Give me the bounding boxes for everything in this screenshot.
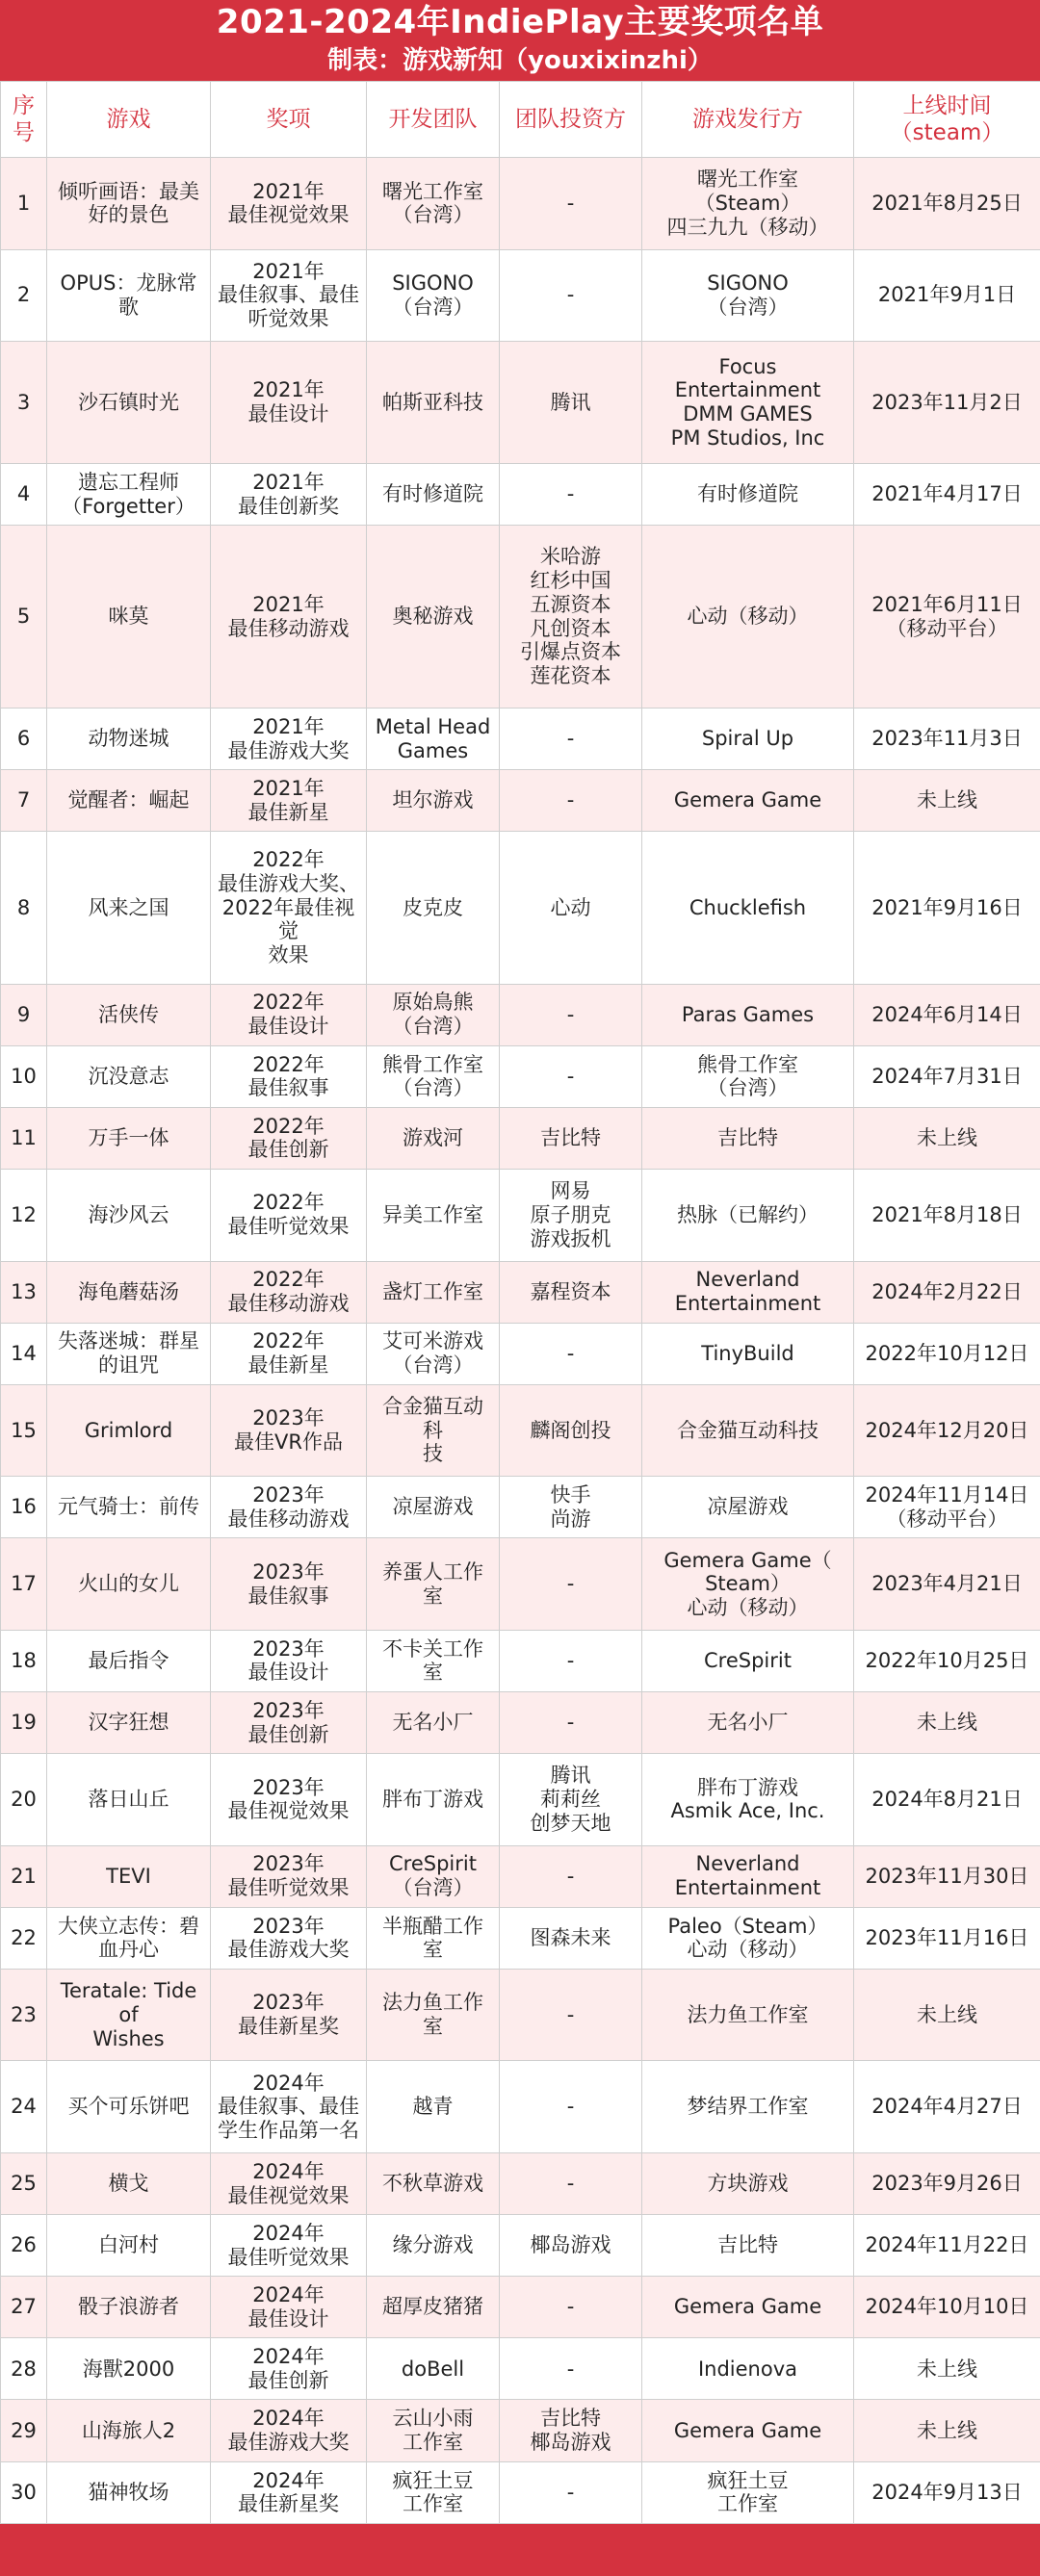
cell-index: 12: [1, 1169, 47, 1261]
table-row: [1, 158, 1040, 250]
table-row: [1, 1692, 1040, 1754]
cell-award: 2021年 最佳视觉效果: [211, 158, 367, 250]
cell-release-date: 2021年9月16日: [854, 832, 1040, 984]
column-header-investor: 团队投资方: [500, 82, 642, 158]
cell-index: 4: [1, 464, 47, 526]
cell-award: 2021年 最佳创新奖: [211, 464, 367, 526]
cell-index: 15: [1, 1384, 47, 1477]
cell-release-date: 未上线: [854, 1107, 1040, 1169]
cell-award: 2023年 最佳听觉效果: [211, 1845, 367, 1907]
cell-award: 2024年 最佳创新: [211, 2338, 367, 2400]
table-body: [1, 158, 1040, 2524]
cell-release-date: 2024年4月27日: [854, 2061, 1040, 2153]
cell-release-date: 2023年9月26日: [854, 2153, 1040, 2215]
cell-award: 2024年 最佳听觉效果: [211, 2215, 367, 2277]
cell-game: 大侠立志传：碧 血丹心: [47, 1907, 211, 1969]
cell-game: 元气骑士：前传: [47, 1477, 211, 1538]
cell-developer: 合金猫互动科 技: [367, 1384, 500, 1477]
cell-game: 白河村: [47, 2215, 211, 2277]
cell-game: 万手一体: [47, 1107, 211, 1169]
cell-developer: 养蛋人工作室: [367, 1538, 500, 1631]
cell-investor: -: [500, 708, 642, 770]
cell-investor: 椰岛游戏: [500, 2215, 642, 2277]
cell-release-date: 2022年10月12日: [854, 1323, 1040, 1384]
cell-award: 2021年 最佳叙事、最佳 听觉效果: [211, 249, 367, 342]
table-row: [1, 1538, 1040, 1631]
table-row: [1, 1261, 1040, 1323]
cell-index: 26: [1, 2215, 47, 2277]
cell-developer: 艾可米游戏 （台湾）: [367, 1323, 500, 1384]
cell-publisher: 胖布丁游戏 Asmik Ace, Inc.: [642, 1754, 854, 1846]
cell-developer: 盏灯工作室: [367, 1261, 500, 1323]
cell-release-date: 未上线: [854, 2338, 1040, 2400]
cell-publisher: Neverland Entertainment: [642, 1845, 854, 1907]
cell-investor: 吉比特: [500, 1107, 642, 1169]
cell-release-date: 2024年7月31日: [854, 1045, 1040, 1107]
cell-investor: -: [500, 1692, 642, 1754]
cell-release-date: 2024年11月22日: [854, 2215, 1040, 2277]
cell-award: 2024年 最佳设计: [211, 2277, 367, 2338]
cell-publisher: 凉屋游戏: [642, 1477, 854, 1538]
table-row: [1, 249, 1040, 342]
cell-game: Grimlord: [47, 1384, 211, 1477]
cell-developer: 游戏河: [367, 1107, 500, 1169]
cell-publisher: 无名小厂: [642, 1692, 854, 1754]
cell-game: 海獸2000: [47, 2338, 211, 2400]
cell-game: 觉醒者：崛起: [47, 770, 211, 832]
table-row: [1, 2153, 1040, 2215]
cell-release-date: 2024年11月14日 （移动平台）: [854, 1477, 1040, 1538]
awards-table: [0, 81, 1040, 2524]
cell-developer: 半瓶醋工作室: [367, 1907, 500, 1969]
cell-index: 10: [1, 1045, 47, 1107]
cell-investor: -: [500, 464, 642, 526]
cell-release-date: 2024年10月10日: [854, 2277, 1040, 2338]
cell-index: 5: [1, 526, 47, 708]
cell-index: 14: [1, 1323, 47, 1384]
cell-game: TEVI: [47, 1845, 211, 1907]
cell-developer: 熊骨工作室 （台湾）: [367, 1045, 500, 1107]
cell-release-date: 2023年11月2日: [854, 342, 1040, 464]
cell-investor: -: [500, 2153, 642, 2215]
cell-developer: 原始鳥熊 （台湾）: [367, 984, 500, 1045]
cell-developer: 超厚皮猪猪: [367, 2277, 500, 2338]
cell-publisher: 法力鱼工作室: [642, 1969, 854, 2061]
cell-index: 11: [1, 1107, 47, 1169]
cell-publisher: Neverland Entertainment: [642, 1261, 854, 1323]
table-row: [1, 1323, 1040, 1384]
table-row: [1, 342, 1040, 464]
cell-developer: 奥秘游戏: [367, 526, 500, 708]
cell-index: 8: [1, 832, 47, 984]
column-header-game: 游戏: [47, 82, 211, 158]
cell-publisher: Gemera Game: [642, 2277, 854, 2338]
cell-investor: 快手 尚游: [500, 1477, 642, 1538]
cell-index: 13: [1, 1261, 47, 1323]
cell-publisher: Focus Entertainment DMM GAMES PM Studios, Inc: [642, 342, 854, 464]
cell-game: 海沙风云: [47, 1169, 211, 1261]
cell-release-date: 2024年2月22日: [854, 1261, 1040, 1323]
cell-developer: 有时修道院: [367, 464, 500, 526]
column-header-award: 奖项: [211, 82, 367, 158]
cell-publisher: Chucklefish: [642, 832, 854, 984]
cell-developer: 帕斯亚科技: [367, 342, 500, 464]
cell-publisher: 有时修道院: [642, 464, 854, 526]
cell-publisher: SIGONO （台湾）: [642, 249, 854, 342]
cell-publisher: 热脉（已解约）: [642, 1169, 854, 1261]
cell-game: 动物迷城: [47, 708, 211, 770]
footer-bar: [0, 2524, 1040, 2576]
table-row: [1, 1477, 1040, 1538]
cell-index: 29: [1, 2400, 47, 2461]
cell-award: 2023年 最佳设计: [211, 1630, 367, 1691]
cell-game: 猫神牧场: [47, 2461, 211, 2523]
table-row: [1, 2061, 1040, 2153]
cell-award: 2022年 最佳游戏大奖、 2022年最佳视觉 效果: [211, 832, 367, 984]
cell-release-date: 未上线: [854, 2400, 1040, 2461]
cell-index: 3: [1, 342, 47, 464]
cell-award: 2024年 最佳叙事、最佳 学生作品第一名: [211, 2061, 367, 2153]
table-row: [1, 2338, 1040, 2400]
table-row: [1, 464, 1040, 526]
cell-investor: -: [500, 158, 642, 250]
cell-investor: -: [500, 984, 642, 1045]
cell-release-date: 2023年11月30日: [854, 1845, 1040, 1907]
column-header-release-date: 上线时间 （steam）: [854, 82, 1040, 158]
cell-game: 横戈: [47, 2153, 211, 2215]
cell-release-date: 2021年8月18日: [854, 1169, 1040, 1261]
cell-award: 2022年 最佳听觉效果: [211, 1169, 367, 1261]
cell-release-date: 2023年11月16日: [854, 1907, 1040, 1969]
cell-investor: -: [500, 2461, 642, 2523]
cell-release-date: 2021年8月25日: [854, 158, 1040, 250]
cell-award: 2023年 最佳视觉效果: [211, 1754, 367, 1846]
cell-award: 2023年 最佳移动游戏: [211, 1477, 367, 1538]
cell-index: 18: [1, 1630, 47, 1691]
table-row: [1, 2215, 1040, 2277]
cell-award: 2022年 最佳叙事: [211, 1045, 367, 1107]
cell-release-date: 2021年9月1日: [854, 249, 1040, 342]
cell-game: 落日山丘: [47, 1754, 211, 1846]
cell-investor: 腾讯: [500, 342, 642, 464]
cell-index: 2: [1, 249, 47, 342]
cell-developer: 无名小厂: [367, 1692, 500, 1754]
cell-index: 19: [1, 1692, 47, 1754]
cell-investor: -: [500, 1845, 642, 1907]
cell-index: 16: [1, 1477, 47, 1538]
cell-game: 咪莫: [47, 526, 211, 708]
cell-publisher: TinyBuild: [642, 1323, 854, 1384]
table-row: [1, 832, 1040, 984]
cell-investor: -: [500, 1045, 642, 1107]
cell-award: 2023年 最佳叙事: [211, 1538, 367, 1631]
column-header-developer: 开发团队: [367, 82, 500, 158]
cell-investor: -: [500, 2277, 642, 2338]
cell-release-date: 未上线: [854, 770, 1040, 832]
cell-investor: -: [500, 770, 642, 832]
cell-developer: 坦尔游戏: [367, 770, 500, 832]
table-row: [1, 1384, 1040, 1477]
cell-release-date: 2024年9月13日: [854, 2461, 1040, 2523]
cell-release-date: 2022年10月25日: [854, 1630, 1040, 1691]
cell-release-date: 2023年11月3日: [854, 708, 1040, 770]
cell-investor: -: [500, 2338, 642, 2400]
cell-developer: 曙光工作室 （台湾）: [367, 158, 500, 250]
cell-developer: Metal Head Games: [367, 708, 500, 770]
cell-index: 20: [1, 1754, 47, 1846]
table-row: [1, 2277, 1040, 2338]
cell-publisher: Spiral Up: [642, 708, 854, 770]
cell-game: 活侠传: [47, 984, 211, 1045]
cell-index: 1: [1, 158, 47, 250]
cell-release-date: 2021年6月11日 （移动平台）: [854, 526, 1040, 708]
cell-award: 2022年 最佳新星: [211, 1323, 367, 1384]
page-title: 2021-2024年IndiePlay主要奖项名单: [216, 3, 824, 41]
cell-publisher: Gemera Game（ Steam） 心动（移动）: [642, 1538, 854, 1631]
cell-index: 25: [1, 2153, 47, 2215]
cell-publisher: Indienova: [642, 2338, 854, 2400]
cell-investor: 图森未来: [500, 1907, 642, 1969]
cell-award: 2021年 最佳新星: [211, 770, 367, 832]
cell-index: 21: [1, 1845, 47, 1907]
cell-award: 2022年 最佳移动游戏: [211, 1261, 367, 1323]
table-row: [1, 2461, 1040, 2523]
table-row: [1, 1907, 1040, 1969]
table-row: [1, 2400, 1040, 2461]
cell-developer: 不秋草游戏: [367, 2153, 500, 2215]
cell-publisher: 梦结界工作室: [642, 2061, 854, 2153]
cell-release-date: 2024年8月21日: [854, 1754, 1040, 1846]
cell-investor: 腾讯 莉莉丝 创梦天地: [500, 1754, 642, 1846]
cell-developer: 胖布丁游戏: [367, 1754, 500, 1846]
cell-publisher: 疯狂土豆 工作室: [642, 2461, 854, 2523]
cell-publisher: CreSpirit: [642, 1630, 854, 1691]
cell-release-date: 未上线: [854, 1692, 1040, 1754]
cell-publisher: Paleo（Steam） 心动（移动）: [642, 1907, 854, 1969]
cell-publisher: 方块游戏: [642, 2153, 854, 2215]
cell-developer: 法力鱼工作室: [367, 1969, 500, 2061]
cell-publisher: 曙光工作室（Steam） 四三九九（移动）: [642, 158, 854, 250]
cell-index: 17: [1, 1538, 47, 1631]
cell-investor: 心动: [500, 832, 642, 984]
table-row: [1, 770, 1040, 832]
table-row: [1, 1045, 1040, 1107]
cell-developer: CreSpirit （台湾）: [367, 1845, 500, 1907]
cell-game: 买个可乐饼吧: [47, 2061, 211, 2153]
cell-game: 沉没意志: [47, 1045, 211, 1107]
table-row: [1, 984, 1040, 1045]
cell-developer: 缘分游戏: [367, 2215, 500, 2277]
cell-investor: -: [500, 1538, 642, 1631]
cell-investor: -: [500, 249, 642, 342]
cell-investor: 米哈游 红杉中国 五源资本 凡创资本 引爆点资本 莲花资本: [500, 526, 642, 708]
table-row: [1, 526, 1040, 708]
cell-developer: 不卡关工作室: [367, 1630, 500, 1691]
cell-index: 6: [1, 708, 47, 770]
cell-investor: -: [500, 1630, 642, 1691]
cell-award: 2023年 最佳创新: [211, 1692, 367, 1754]
cell-game: 山海旅人2: [47, 2400, 211, 2461]
cell-developer: 疯狂土豆 工作室: [367, 2461, 500, 2523]
cell-game: OPUS：龙脉常歌: [47, 249, 211, 342]
cell-award: 2023年 最佳游戏大奖: [211, 1907, 367, 1969]
cell-index: 28: [1, 2338, 47, 2400]
table-row: [1, 1969, 1040, 2061]
page-subtitle: 制表：游戏新知（youxixinzhi）: [327, 46, 713, 75]
cell-publisher: Gemera Game: [642, 770, 854, 832]
cell-publisher: 熊骨工作室 （台湾）: [642, 1045, 854, 1107]
cell-award: 2023年 最佳新星奖: [211, 1969, 367, 2061]
cell-index: 24: [1, 2061, 47, 2153]
cell-index: 30: [1, 2461, 47, 2523]
cell-game: 失落迷城：群星 的诅咒: [47, 1323, 211, 1384]
cell-investor: 网易 原子朋克 游戏扳机: [500, 1169, 642, 1261]
column-header-index: 序 号: [1, 82, 47, 158]
cell-release-date: 2024年12月20日: [854, 1384, 1040, 1477]
cell-investor: -: [500, 2061, 642, 2153]
table-row: [1, 708, 1040, 770]
cell-developer: 异美工作室: [367, 1169, 500, 1261]
cell-investor: 嘉程资本: [500, 1261, 642, 1323]
cell-index: 27: [1, 2277, 47, 2338]
cell-publisher: 心动（移动）: [642, 526, 854, 708]
cell-publisher: 吉比特: [642, 1107, 854, 1169]
cell-release-date: 2021年4月17日: [854, 464, 1040, 526]
cell-release-date: 2023年4月21日: [854, 1538, 1040, 1631]
cell-developer: doBell: [367, 2338, 500, 2400]
cell-investor: 吉比特 椰岛游戏: [500, 2400, 642, 2461]
cell-investor: -: [500, 1323, 642, 1384]
cell-publisher: 吉比特: [642, 2215, 854, 2277]
cell-game: 骰子浪游者: [47, 2277, 211, 2338]
cell-publisher: Gemera Game: [642, 2400, 854, 2461]
cell-developer: 云山小雨 工作室: [367, 2400, 500, 2461]
cell-developer: 凉屋游戏: [367, 1477, 500, 1538]
cell-release-date: 2024年6月14日: [854, 984, 1040, 1045]
cell-award: 2021年 最佳游戏大奖: [211, 708, 367, 770]
table-row: [1, 1107, 1040, 1169]
cell-index: 7: [1, 770, 47, 832]
cell-game: Teratale: Tide of Wishes: [47, 1969, 211, 2061]
cell-developer: SIGONO （台湾）: [367, 249, 500, 342]
cell-publisher: Paras Games: [642, 984, 854, 1045]
cell-game: 海龟蘑菇汤: [47, 1261, 211, 1323]
cell-game: 倾听画语：最美 好的景色: [47, 158, 211, 250]
column-header-publisher: 游戏发行方: [642, 82, 854, 158]
cell-award: 2021年 最佳设计: [211, 342, 367, 464]
table-row: [1, 1754, 1040, 1846]
cell-game: 汉字狂想: [47, 1692, 211, 1754]
cell-investor: -: [500, 1969, 642, 2061]
table-row: [1, 1169, 1040, 1261]
cell-award: 2024年 最佳新星奖: [211, 2461, 367, 2523]
cell-release-date: 未上线: [854, 1969, 1040, 2061]
cell-publisher: 合金猫互动科技: [642, 1384, 854, 1477]
cell-game: 最后指令: [47, 1630, 211, 1691]
cell-investor: 麟阁创投: [500, 1384, 642, 1477]
cell-game: 遗忘工程师 （Forgetter）: [47, 464, 211, 526]
cell-award: 2021年 最佳移动游戏: [211, 526, 367, 708]
cell-award: 2024年 最佳游戏大奖: [211, 2400, 367, 2461]
cell-game: 风来之国: [47, 832, 211, 984]
cell-game: 火山的女儿: [47, 1538, 211, 1631]
cell-award: 2024年 最佳视觉效果: [211, 2153, 367, 2215]
cell-index: 9: [1, 984, 47, 1045]
cell-index: 23: [1, 1969, 47, 2061]
cell-award: 2022年 最佳创新: [211, 1107, 367, 1169]
table-header-row: [1, 82, 1040, 158]
table-row: [1, 1630, 1040, 1691]
cell-index: 22: [1, 1907, 47, 1969]
cell-award: 2022年 最佳设计: [211, 984, 367, 1045]
cell-award: 2023年 最佳VR作品: [211, 1384, 367, 1477]
cell-developer: 皮克皮: [367, 832, 500, 984]
table-row: [1, 1845, 1040, 1907]
cell-game: 沙石镇时光: [47, 342, 211, 464]
cell-developer: 越青: [367, 2061, 500, 2153]
